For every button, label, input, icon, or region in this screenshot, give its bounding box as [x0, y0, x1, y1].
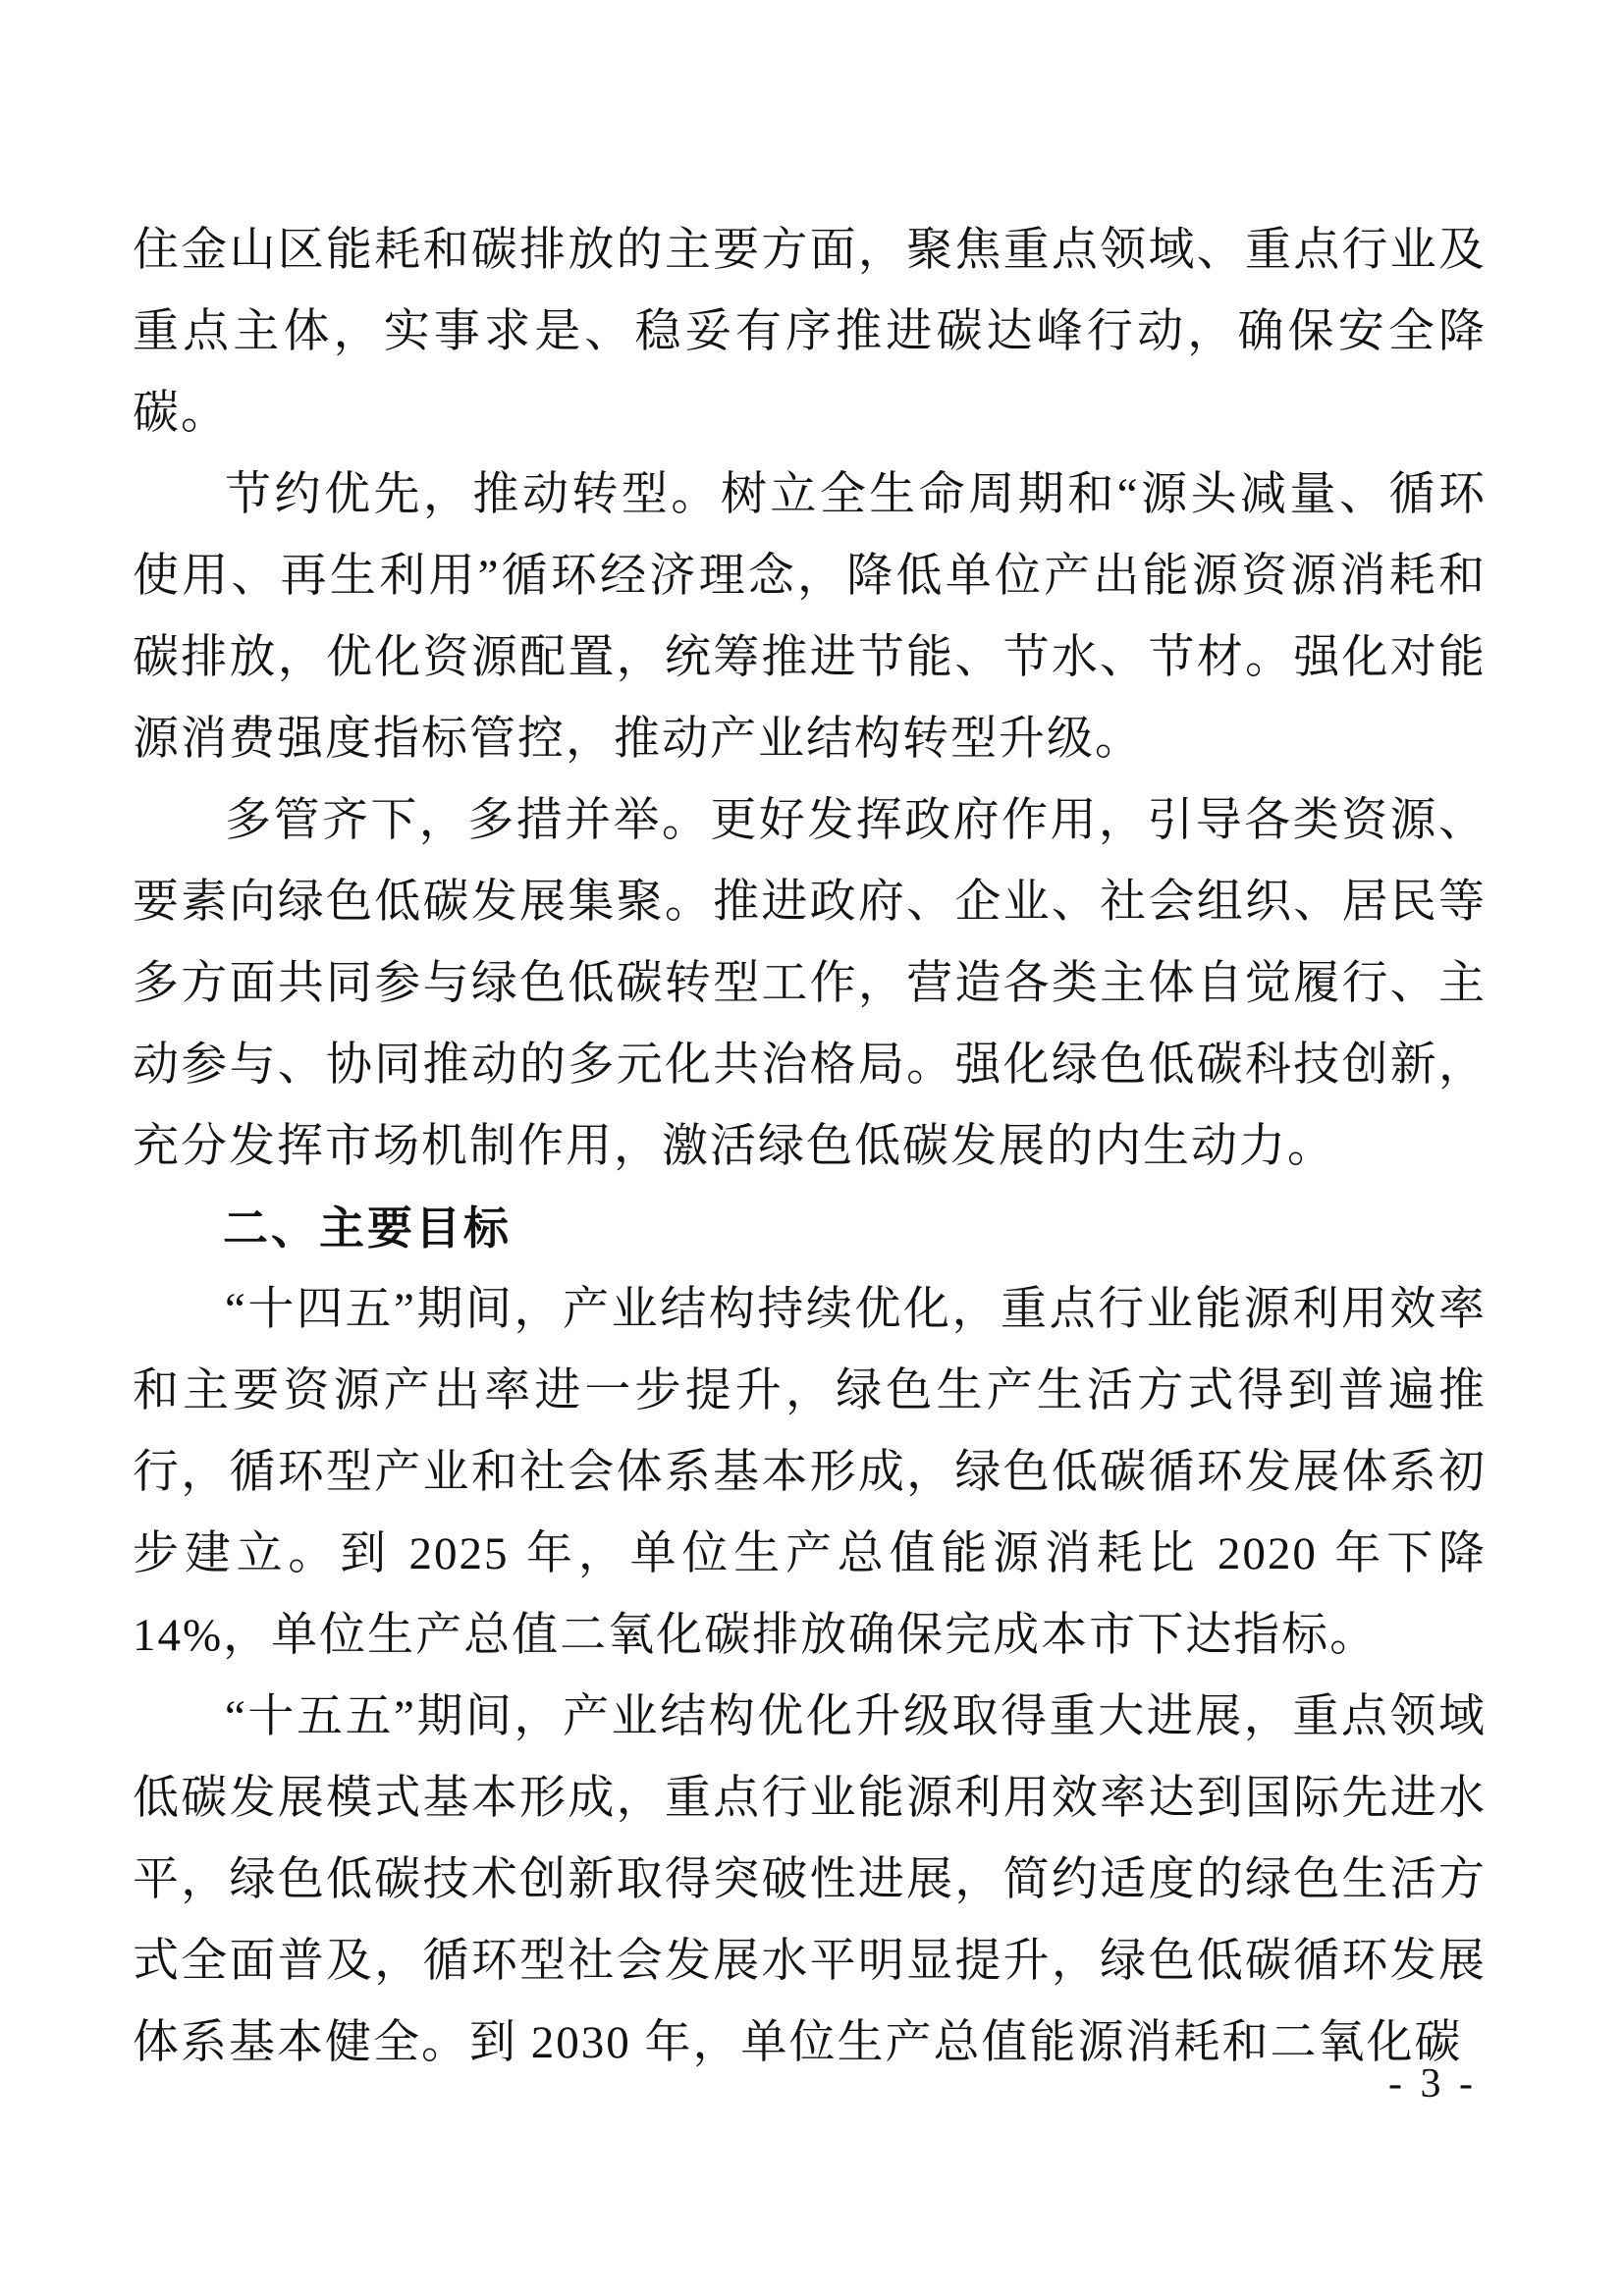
- paragraph-multi-pronged-measures: 多管齐下，多措并举。更好发挥政府作用，引导各类资源、要素向绿色低碳发展集聚。推进政府、企业、社会组织、居民等多方面共同参与绿色低碳转型工作，营造各类主体自觉履行、主动参与、协同推动的多元化共治格局。强化绿色低碳科技创新，充分发挥市场机制作用，激活绿色低碳发展的内生动力。: [133, 795, 1487, 1172]
- section-heading-main-goals: 二、主要目标: [223, 1201, 512, 1255]
- paragraph-15th-five-year-plan-goals: “十五五”期间，产业结构优化升级取得重大进展，重点领域低碳发展模式基本形成，重点行业能源利用效率达到国际先进水平，绿色低碳技术创新取得突破性进展，简约适度的绿色生活方式全面普及，循环型社会发展水平明显提升，绿色低碳循环发展体系基本健全。到 2030 年，单位生产总值能源消耗和二氧化碳: [133, 1691, 1487, 2068]
- paragraph-continuation-carbon-peak: 住金山区能耗和碳排放的主要方面，聚焦重点领域、重点行业及重点主体，实事求是、稳妥有序推进碳达峰行动，确保安全降碳。: [133, 225, 1487, 439]
- page-number: - 3 -: [1388, 2061, 1477, 2107]
- document-body: [133, 210, 1487, 2084]
- paragraph-14th-five-year-plan-goals: “十四五”期间，产业结构持续优化，重点行业能源利用效率和主要资源产出率进一步提升，绿色生产生活方式得到普遍推行，循环型产业和社会体系基本形成，绿色低碳循环发展体系初步建立。到 2025 年，单位生产总值能源消耗比 2020 年下降 14%，单位生产总值二氧化碳排放确保完成本市下达指标。: [133, 1284, 1487, 1661]
- paragraph-conservation-first-transition: 节约优先，推动转型。树立全生命周期和“源头减量、循环使用、再生利用”循环经济理念，降低单位产出能源资源消耗和碳排放，优化资源配置，统筹推进节能、节水、节材。强化对能源消费强度指标管控，推动产业结构转型升级。: [133, 469, 1487, 765]
